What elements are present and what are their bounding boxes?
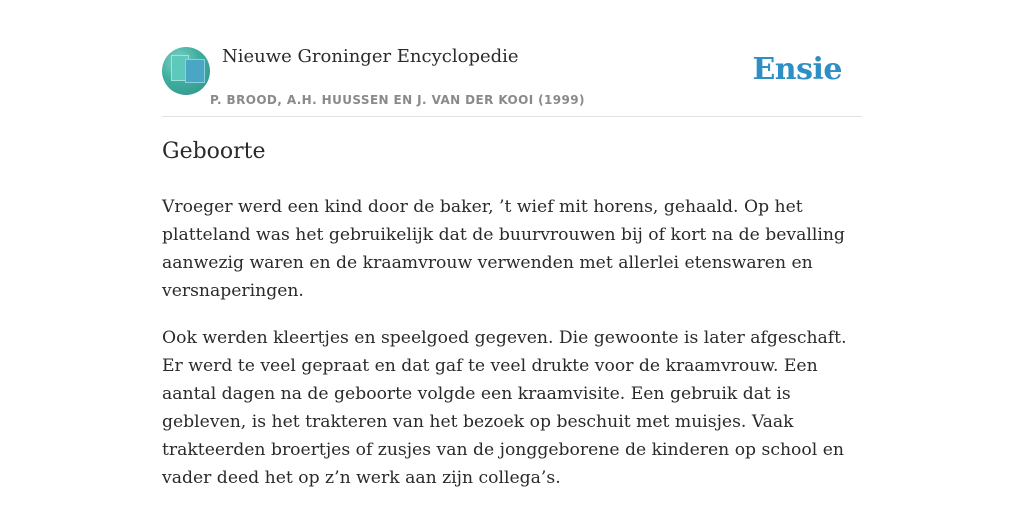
source-header xyxy=(162,44,862,117)
entry-headword: Geboorte xyxy=(162,139,266,164)
source-title[interactable]: Nieuwe Groninger Encyclopedie xyxy=(222,46,519,67)
source-authors: P. BROOD, A.H. HUUSSEN EN J. VAN DER KOOI (1999) xyxy=(210,93,585,107)
source-avatar[interactable] xyxy=(162,47,210,95)
book-page-icon xyxy=(185,59,205,83)
entry-paragraph: Ook werden kleertjes en speelgoed gegeven. Die gewoonte is later afgeschaft. Er werd te veel gepraat en dat gaf te veel drukte voor de kraamvrouw. Een aantal dagen na de geboorte volgde een kraamvisite. Een gebruik dat is gebleven, is het trakteren van het bezoek op beschuit met muisjes. Vaak trakteerden broertjes of zusjes van de jonggeborene de kinderen op school en vader deed het op z’n werk aan zijn collega’s. xyxy=(162,328,847,488)
entry-paragraph: Vroeger werd een kind door de baker, ’t wief mit horens, gehaald. Op het platteland was het gebruikelijk dat de buurvrouwen bij of kort na de bevalling aanwezig waren en de kraamvrouw verwenden met allerlei etenswaren en versnaperingen. xyxy=(162,197,845,301)
entry-body xyxy=(162,193,852,511)
brand-logo[interactable]: Ensie xyxy=(752,52,842,87)
